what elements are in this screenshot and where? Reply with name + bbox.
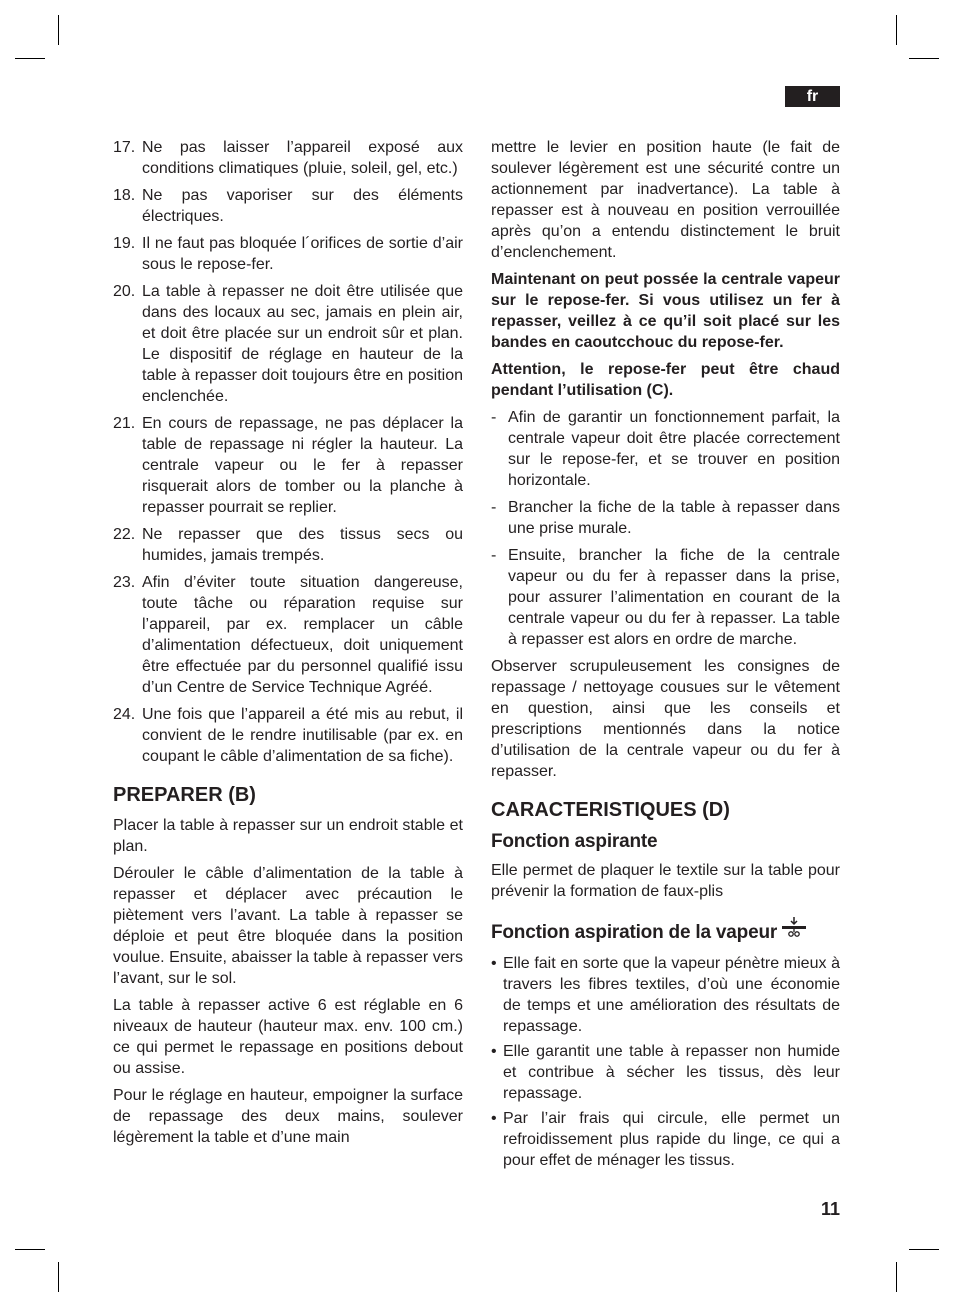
language-tab: fr [785,86,840,107]
list-item: • Par l’air frais qui circule, elle permet un refroidissement plus rapide du linge, ce qui a pour effet de ménager les tissus. [491,1110,840,1169]
crop-mark [15,58,45,59]
bullet-list [491,953,840,1171]
list-item: - Ensuite, brancher la fiche de la centrale vapeur ou du fer à repasser dans la prise, pour assurer l’alimentation en courant de la centrale vapeur ou du fer à repasser. La table à repasser est alors en ordre de marche. [491,547,840,648]
crop-mark [909,1249,939,1250]
paragraph: Pour le réglage en hauteur, empoigner la surface de repassage des deux mains, soulever légèrement la table et d’une main [113,1087,463,1146]
paragraph: Observer scrupuleusement les consignes de repassage / nettoyage cousues sur le vêtement en question, ainsi que les conseils et prescriptions mentionnés dans la notice d’utilisation de la centrale vapeur ou du fer à repasser. [491,658,840,780]
list-item: • Elle fait en sorte que la vapeur pénètre mieux à travers les fibres textiles, d’où une économie de temps et une amélioration des résultats de repassage. [491,955,840,1035]
list-item: 24. Une fois que l’appareil a été mis au rebut, il convient de le rendre inutilisable (par ex. en coupant le câble d’alimentation de sa fiche). [113,706,463,765]
right-column [491,137,840,1177]
list-item: 19. Il ne faut pas bloquée l´orifices de sortie d’air sous le repose-fer. [113,235,463,273]
dash-list [491,407,840,650]
warning-paragraph: Attention, le repose-fer peut être chaud pendant l’utilisation (C). [491,361,840,399]
page-number: 11 [820,1199,840,1219]
list-item: 22. Ne repasser que des tissus secs ou humides, jamais trempés. [113,526,463,564]
crop-mark [15,1249,45,1250]
crop-mark [896,15,897,45]
list-item: 21. En cours de repassage, ne pas déplacer la table de repassage ni régler la hauteur. La centrale vapeur ou le fer à repasser risquerait alors de tomber ou la planche à repasser pourrait se replier. [113,415,463,516]
list-item: - Afin de garantir un fonctionnement parfait, la centrale vapeur doit être placée correctement sur le repose-fer, et se trouver en position horizontale. [491,409,840,489]
list-item: 17. Ne pas laisser l’appareil exposé aux conditions climatiques (pluie, soleil, gel, etc.) [113,139,463,177]
safety-list [113,137,463,767]
list-item: 18. Ne pas vaporiser sur des éléments électriques. [113,187,463,225]
bold-paragraph: Maintenant on peut possée la centrale vapeur sur le repose-fer. Si vous utilisez un fer à repasser, veillez à ce qu’il soit placé sur les bandes en caoutcchouc du repose-fer. [491,271,840,351]
crop-mark [58,15,59,45]
list-item: • Elle garantit une table à repasser non humide et contribue à sécher les tissus, dès leur repassage. [491,1043,840,1102]
crop-mark [58,1262,59,1292]
paragraph: mettre le levier en position haute (le fait de soulever légèrement est une sécurité contre un actionnement par inadvertance). La table à repasser est à nouveau en position verrouillée après qu’on a entendu distinctement le bruit d’enclenchement. [491,139,840,261]
subtitle-aspiration-vapeur: Fonction aspiration de la vapeur [491,916,840,947]
list-item: 23. Afin d’éviter toute situation dangereuse, toute tâche ou réparation requise sur l’appareil, par ex. remplacer un câble d’alimentation défectueux, doit uniquement être effectuée par du personnel qualifié issu d’un Centre de Service Technique Agréé. [113,574,463,696]
paragraph: Placer la table à repasser sur un endroit stable et plan. [113,817,463,855]
section-title-preparer: PREPARER (B) [113,784,256,806]
crop-mark [909,58,939,59]
section-title-caracteristiques: CARACTERISTIQUES (D) [491,799,730,821]
subtitle-fonction-aspirante: Fonction aspirante [491,831,658,852]
list-item: 20. La table à repasser ne doit être utilisée que dans des locaux au sec, jamais en plein air, et doit être placée sur un endroit sûr et plan. Le dispositif de réglage en hauteur de la table à repasser doit toujours être en position enclenchée. [113,283,463,405]
list-item: - Brancher la fiche de la table à repasser dans une prise murale. [491,499,840,537]
paragraph: La table à repasser active 6 est réglable en 6 niveaux de hauteur (hauteur max. env. 100 cm.) ce qui permet le repassage en positions debout ou assise. [113,997,463,1077]
left-column [113,137,463,1154]
paragraph: Dérouler le câble d’alimentation de la table à repasser et déplacer avec précaution le piètement vers l’avant. La table à repasser se déploie et peut être bloquée dans la position voulue. Ensuite, abaisser la table à repasser vers l’avant, sur le sol. [113,865,463,987]
steam-suction-icon [781,916,807,947]
paragraph: Elle permet de plaquer le textile sur la table pour prévenir la formation de faux-plis [491,862,840,900]
crop-mark [896,1262,897,1292]
